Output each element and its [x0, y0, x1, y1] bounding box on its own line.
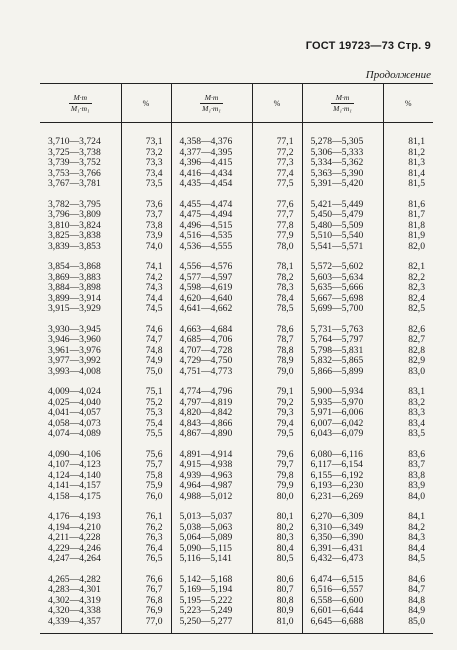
ratio-range-cell: 3,810—3,824 — [48, 219, 101, 231]
ratio-denominator: M₁·m₁ — [333, 103, 352, 113]
percent-cell: 84,6 — [383, 565, 433, 586]
table-header-row — [40, 84, 433, 123]
ratio-range-cell: 5,935—5,970 — [302, 398, 383, 409]
percent-cell: 74,8 — [121, 346, 171, 357]
percent-cell: 79,2 — [252, 398, 302, 409]
ratio-range-cell: 6,391—6,431 — [302, 544, 383, 555]
continuation-label: Продолжение — [365, 69, 431, 81]
percent-cell: 73,8 — [121, 221, 171, 232]
percent-cell: 83,2 — [383, 398, 433, 409]
table-row — [40, 356, 433, 367]
percent-cell: 81,1 — [383, 123, 433, 148]
ratio-range-cell: 4,435—4,454 — [171, 179, 252, 190]
percent-cell: 74,2 — [121, 273, 171, 284]
table-row — [40, 179, 433, 190]
ratio-range-cell: 5,306—5,333 — [302, 148, 383, 159]
ratio-range-cell: 3,884—3,898 — [48, 282, 101, 293]
ratio-range-cell: 6,043—6,079 — [302, 429, 383, 440]
table-row — [40, 377, 433, 398]
ratio-range-cell: 4,247—4,264 — [48, 553, 101, 564]
percent-cell: 82,0 — [383, 242, 433, 253]
table-row — [40, 481, 433, 492]
ratio-range-cell: 5,832—5,865 — [302, 356, 383, 367]
ratio-range-cell: 4,265—4,282 — [48, 573, 101, 585]
ratio-range-cell: 4,516—4,535 — [171, 231, 252, 242]
ratio-range-cell: 4,820—4,842 — [171, 408, 252, 419]
table-body — [40, 123, 433, 634]
percent-cell: 82,1 — [383, 252, 433, 273]
ratio-range-cell: 5,090—5,115 — [171, 544, 252, 555]
table-row — [40, 585, 433, 596]
ratio-range-cell: 4,939—4,963 — [171, 471, 252, 482]
percent-cell: 81,3 — [383, 158, 433, 169]
ratio-range-cell: 4,107—4,123 — [48, 459, 101, 470]
percent-cell: 77,6 — [252, 190, 302, 211]
ratio-range-cell: 5,169—5,194 — [171, 585, 252, 596]
conversion-table — [40, 83, 433, 634]
percent-cell: 76,2 — [121, 523, 171, 534]
ratio-range-cell: 5,900—5,934 — [302, 377, 383, 398]
percent-cell: 84,4 — [383, 544, 433, 555]
ratio-range-cell: 5,572—5,602 — [302, 252, 383, 273]
table-row — [40, 315, 433, 336]
ratio-range-cell: 3,825—3,838 — [48, 230, 101, 241]
percent-cell: 74,4 — [121, 294, 171, 305]
ratio-range-cell: 4,774—4,796 — [171, 377, 252, 398]
ratio-range-cell: 6,117—6,154 — [302, 460, 383, 471]
percent-cell: 76,6 — [121, 565, 171, 586]
percent-cell: 84,9 — [383, 606, 433, 617]
percent-cell: 84,1 — [383, 502, 433, 523]
ratio-range-cell: 5,480—5,509 — [302, 221, 383, 232]
ratio-range-cell: 3,710—3,724 — [48, 136, 101, 147]
percent-cell: 76,5 — [121, 554, 171, 565]
percent-cell: 83,7 — [383, 460, 433, 471]
ratio-range-cell: 5,541—5,571 — [302, 242, 383, 253]
ratio-range-cell: 5,510—5,540 — [302, 231, 383, 242]
ratio-range-cell: 4,598—4,619 — [171, 283, 252, 294]
ratio-range-cell: 4,302—4,319 — [48, 594, 101, 606]
ratio-range-cell: 4,377—4,395 — [171, 148, 252, 159]
percent-cell: 77,8 — [252, 221, 302, 232]
percent-column-header: % — [121, 84, 171, 123]
percent-cell: 83,8 — [383, 471, 433, 482]
percent-cell: 80,1 — [252, 502, 302, 523]
table-row — [40, 210, 433, 221]
percent-cell: 78,1 — [252, 252, 302, 273]
ratio-range-cell: 3,993—4,008 — [48, 365, 101, 377]
ratio-range-cell: 4,090—4,106 — [48, 448, 101, 460]
ratio-range-cell: 5,667—5,698 — [302, 294, 383, 305]
ratio-range-cell: 4,211—4,228 — [48, 532, 101, 543]
table-row — [40, 304, 433, 315]
percent-cell: 75,4 — [121, 419, 171, 430]
percent-cell: 77,2 — [252, 148, 302, 159]
percent-cell: 80,8 — [252, 596, 302, 607]
percent-cell: 84,5 — [383, 554, 433, 565]
percent-cell: 81,8 — [383, 221, 433, 232]
ratio-range-cell: 4,025—4,040 — [48, 396, 101, 408]
ratio-range-cell: 4,915—4,938 — [171, 460, 252, 471]
percent-cell: 79,3 — [252, 408, 302, 419]
percent-cell: 76,0 — [121, 492, 171, 503]
percent-cell: 82,2 — [383, 273, 433, 284]
percent-cell: 79,6 — [252, 440, 302, 461]
percent-cell: 77,7 — [252, 210, 302, 221]
percent-cell: 73,4 — [121, 169, 171, 180]
ratio-range-cell: 3,725—3,738 — [48, 146, 101, 158]
ratio-range-cell: 6,516—6,557 — [302, 585, 383, 596]
percent-cell: 82,9 — [383, 356, 433, 367]
ratio-range-cell: 3,899—3,914 — [48, 292, 101, 304]
ratio-range-cell: 4,396—4,415 — [171, 158, 252, 169]
ratio-range-cell: 4,556—4,576 — [171, 252, 252, 273]
percent-cell: 75,7 — [121, 460, 171, 471]
percent-cell: 75,5 — [121, 429, 171, 440]
percent-cell: 83,5 — [383, 429, 433, 440]
ratio-range-cell: 6,558—6,600 — [302, 596, 383, 607]
percent-cell: 75,8 — [121, 471, 171, 482]
ratio-range-cell: 4,663—4,684 — [171, 315, 252, 336]
percent-cell: 73,6 — [121, 190, 171, 211]
percent-cell: 84,3 — [383, 533, 433, 544]
percent-cell: 74,7 — [121, 335, 171, 346]
ratio-range-cell: 5,064—5,089 — [171, 533, 252, 544]
percent-cell: 83,0 — [383, 367, 433, 378]
percent-cell: 80,0 — [252, 492, 302, 503]
ratio-range-cell: 4,158—4,175 — [48, 490, 101, 502]
ratio-numerator: M·m — [200, 93, 223, 104]
percent-cell: 82,6 — [383, 315, 433, 336]
percent-cell: 74,6 — [121, 315, 171, 336]
ratio-range-cell: 4,685—4,706 — [171, 335, 252, 346]
percent-cell: 78,0 — [252, 242, 302, 253]
percent-cell: 73,9 — [121, 231, 171, 242]
ratio-range-cell: 6,350—6,390 — [302, 533, 383, 544]
percent-cell: 78,8 — [252, 346, 302, 357]
percent-cell: 81,7 — [383, 210, 433, 221]
percent-cell: 80,9 — [252, 606, 302, 617]
ratio-range-cell: 6,310—6,349 — [302, 523, 383, 534]
table-row — [40, 158, 433, 169]
ratio-range-cell: 3,946—3,960 — [48, 334, 101, 345]
ratio-range-cell: 3,796—3,809 — [48, 209, 101, 220]
percent-cell: 80,2 — [252, 523, 302, 534]
ratio-range-cell: 3,854—3,868 — [48, 261, 101, 272]
percent-cell: 76,8 — [121, 596, 171, 607]
ratio-range-cell: 5,421—5,449 — [302, 190, 383, 211]
ratio-range-cell: 4,577—4,597 — [171, 273, 252, 284]
ratio-range-cell: 4,797—4,819 — [171, 398, 252, 409]
ratio-range-cell: 5,731—5,763 — [302, 315, 383, 336]
percent-cell: 76,3 — [121, 533, 171, 544]
percent-cell: 73,3 — [121, 158, 171, 169]
table-row — [40, 335, 433, 346]
ratio-range-cell: 6,007—6,042 — [302, 419, 383, 430]
ratio-range-cell: 3,869—3,883 — [48, 271, 101, 283]
percent-cell: 85,0 — [383, 617, 433, 634]
percent-cell: 76,7 — [121, 585, 171, 596]
percent-cell: 77,5 — [252, 179, 302, 190]
percent-cell: 83,4 — [383, 419, 433, 430]
percent-cell: 81,0 — [252, 617, 302, 634]
table-row — [40, 460, 433, 471]
percent-column-header: % — [252, 84, 302, 123]
percent-cell: 81,2 — [383, 148, 433, 159]
percent-cell: 78,3 — [252, 283, 302, 294]
ratio-range-cell: 3,930—3,945 — [48, 323, 101, 335]
ratio-range-cell: 4,058—4,073 — [48, 417, 101, 429]
ratio-range-cell: 4,141—4,157 — [48, 480, 101, 491]
ratio-range-cell: 3,753—3,766 — [48, 167, 101, 179]
ratio-range-cell: 3,839—3,853 — [48, 240, 101, 252]
percent-cell: 76,9 — [121, 606, 171, 617]
ratio-range-cell: 6,270—6,309 — [302, 502, 383, 523]
percent-cell: 83,9 — [383, 481, 433, 492]
ratio-range-cell: 4,475—4,494 — [171, 210, 252, 221]
ratio-column-header — [40, 84, 121, 123]
ratio-range-cell: 6,155—6,192 — [302, 471, 383, 482]
ratio-numerator: M·m — [69, 93, 92, 104]
percent-cell: 77,4 — [252, 169, 302, 180]
percent-cell: 81,6 — [383, 190, 433, 211]
ratio-range-cell: 4,867—4,890 — [171, 429, 252, 440]
percent-cell: 82,3 — [383, 283, 433, 294]
ratio-range-cell: 6,645—6,688 — [302, 617, 383, 634]
percent-cell: 80,6 — [252, 565, 302, 586]
percent-cell: 77,0 — [121, 617, 171, 634]
ratio-range-cell: 5,278—5,305 — [302, 123, 383, 148]
ratio-numerator: M·m — [331, 93, 354, 104]
ratio-range-cell: 5,391—5,420 — [302, 179, 383, 190]
ratio-range-cell: 4,751—4,773 — [171, 367, 252, 378]
percent-cell: 84,7 — [383, 585, 433, 596]
percent-cell: 73,2 — [121, 148, 171, 159]
table-row — [40, 252, 433, 273]
percent-cell: 74,1 — [121, 252, 171, 273]
ratio-range-cell: 4,641—4,662 — [171, 304, 252, 315]
percent-cell: 79,5 — [252, 429, 302, 440]
table-row — [40, 554, 433, 565]
percent-cell: 75,3 — [121, 408, 171, 419]
table-row — [40, 231, 433, 242]
percent-cell: 83,6 — [383, 440, 433, 461]
percent-cell: 84,2 — [383, 523, 433, 534]
percent-cell: 73,1 — [121, 123, 171, 148]
percent-cell: 74,0 — [121, 242, 171, 253]
table-row — [40, 565, 433, 586]
percent-cell: 84,8 — [383, 596, 433, 607]
percent-cell: 79,1 — [252, 377, 302, 398]
ratio-range-cell: 4,339—4,357 — [40, 617, 121, 634]
ratio-range-cell: 4,229—4,246 — [48, 542, 101, 554]
ratio-range-cell: 3,961—3,976 — [48, 344, 101, 356]
percent-cell: 81,4 — [383, 169, 433, 180]
table-row — [40, 606, 433, 617]
table-row — [40, 408, 433, 419]
ratio-range-cell: 4,536—4,555 — [171, 242, 252, 253]
percent-cell: 81,9 — [383, 231, 433, 242]
table-row — [40, 429, 433, 440]
percent-cell: 74,3 — [121, 283, 171, 294]
ratio-range-cell: 4,176—4,193 — [48, 511, 101, 522]
table-row — [40, 533, 433, 544]
percent-cell: 76,4 — [121, 544, 171, 555]
percent-cell: 81,5 — [383, 179, 433, 190]
percent-cell: 79,0 — [252, 367, 302, 378]
ratio-range-cell: 6,474—6,515 — [302, 565, 383, 586]
percent-cell: 74,5 — [121, 304, 171, 315]
ratio-range-cell: 4,707—4,728 — [171, 346, 252, 357]
percent-column-header: % — [383, 84, 433, 123]
ratio-column-header — [171, 84, 252, 123]
ratio-range-cell: 3,915—3,929 — [48, 303, 101, 314]
percent-cell: 83,1 — [383, 377, 433, 398]
ratio-range-cell: 4,988—5,012 — [171, 492, 252, 503]
percent-cell: 73,7 — [121, 210, 171, 221]
page-header: ГОСТ 19723—73 Стр. 9 — [305, 40, 431, 52]
ratio-range-cell: 4,358—4,376 — [171, 123, 252, 148]
table-row — [40, 617, 433, 634]
percent-cell: 82,7 — [383, 335, 433, 346]
ratio-range-cell: 4,620—4,640 — [171, 294, 252, 305]
ratio-range-cell: 5,971—6,006 — [302, 408, 383, 419]
table-row — [40, 440, 433, 461]
percent-cell: 78,6 — [252, 315, 302, 336]
ratio-range-cell: 3,977—3,992 — [48, 355, 101, 366]
ratio-range-cell: 4,416—4,434 — [171, 169, 252, 180]
ratio-range-cell: 4,194—4,210 — [48, 521, 101, 533]
ratio-range-cell: 5,250—5,277 — [171, 617, 252, 634]
ratio-range-cell: 4,891—4,914 — [171, 440, 252, 461]
ratio-range-cell: 5,195—5,222 — [171, 596, 252, 607]
ratio-range-cell: 5,363—5,390 — [302, 169, 383, 180]
ratio-range-cell: 5,798—5,831 — [302, 346, 383, 357]
percent-cell: 74,9 — [121, 356, 171, 367]
percent-cell: 80,3 — [252, 533, 302, 544]
percent-cell: 79,9 — [252, 481, 302, 492]
ratio-range-cell: 5,013—5,037 — [171, 502, 252, 523]
percent-cell: 79,4 — [252, 419, 302, 430]
percent-cell: 75,9 — [121, 481, 171, 492]
ratio-range-cell: 4,074—4,089 — [48, 428, 101, 439]
table-row — [40, 242, 433, 253]
ratio-range-cell: 6,231—6,269 — [302, 492, 383, 503]
percent-cell: 75,1 — [121, 377, 171, 398]
ratio-range-cell: 4,320—4,338 — [48, 605, 101, 616]
percent-cell: 82,5 — [383, 304, 433, 315]
ratio-range-cell: 6,080—6,116 — [302, 440, 383, 461]
percent-cell: 77,9 — [252, 231, 302, 242]
percent-cell: 79,7 — [252, 460, 302, 471]
percent-cell: 79,8 — [252, 471, 302, 482]
ratio-range-cell: 6,193—6,230 — [302, 481, 383, 492]
ratio-range-cell: 4,496—4,515 — [171, 221, 252, 232]
ratio-range-cell: 5,038—5,063 — [171, 523, 252, 534]
ratio-range-cell: 5,334—5,362 — [302, 158, 383, 169]
ratio-range-cell: 4,283—4,301 — [48, 584, 101, 595]
percent-cell: 83,3 — [383, 408, 433, 419]
percent-cell: 82,8 — [383, 346, 433, 357]
ratio-denominator: M₁·m₁ — [202, 103, 221, 113]
ratio-range-cell: 5,450—5,479 — [302, 210, 383, 221]
ratio-range-cell: 5,116—5,141 — [171, 554, 252, 565]
ratio-range-cell: 3,782—3,795 — [48, 198, 101, 210]
ratio-range-cell: 5,142—5,168 — [171, 565, 252, 586]
percent-cell: 78,5 — [252, 304, 302, 315]
ratio-range-cell: 5,603—5,634 — [302, 273, 383, 284]
percent-cell: 75,0 — [121, 367, 171, 378]
ratio-range-cell: 4,455—4,474 — [171, 190, 252, 211]
ratio-range-cell: 6,432—6,473 — [302, 554, 383, 565]
ratio-range-cell: 3,767—3,781 — [48, 178, 101, 189]
table-row — [40, 367, 433, 378]
percent-cell: 82,4 — [383, 294, 433, 305]
ratio-range-cell: 5,866—5,899 — [302, 367, 383, 378]
ratio-range-cell: 5,699—5,700 — [302, 304, 383, 315]
table-row — [40, 190, 433, 211]
percent-cell: 76,1 — [121, 502, 171, 523]
percent-cell: 84,0 — [383, 492, 433, 503]
ratio-range-cell: 5,764—5,797 — [302, 335, 383, 346]
table-row — [40, 283, 433, 294]
percent-cell: 78,9 — [252, 356, 302, 367]
percent-cell: 80,4 — [252, 544, 302, 555]
percent-cell: 80,7 — [252, 585, 302, 596]
ratio-range-cell: 4,964—4,987 — [171, 481, 252, 492]
ratio-range-cell: 4,124—4,140 — [48, 469, 101, 481]
percent-cell: 73,5 — [121, 179, 171, 190]
percent-cell: 78,2 — [252, 273, 302, 284]
ratio-range-cell: 5,223—5,249 — [171, 606, 252, 617]
ratio-range-cell: 4,843—4,866 — [171, 419, 252, 430]
ratio-range-cell: 4,009—4,024 — [48, 386, 101, 397]
ratio-denominator: M₁·m₁ — [70, 103, 90, 113]
table-row — [40, 123, 433, 148]
percent-cell: 80,5 — [252, 554, 302, 565]
ratio-range-cell: 6,601—6,644 — [302, 606, 383, 617]
percent-cell: 75,6 — [121, 440, 171, 461]
percent-cell: 77,3 — [252, 158, 302, 169]
table-row — [40, 492, 433, 503]
percent-cell: 78,7 — [252, 335, 302, 346]
ratio-range-cell: 3,739—3,752 — [48, 157, 101, 168]
percent-cell: 78,4 — [252, 294, 302, 305]
ratio-range-cell: 4,041—4,057 — [48, 407, 101, 418]
percent-cell: 77,1 — [252, 123, 302, 148]
ratio-column-header — [302, 84, 383, 123]
table-row — [40, 502, 433, 523]
percent-cell: 75,2 — [121, 398, 171, 409]
ratio-range-cell: 4,729—4,750 — [171, 356, 252, 367]
ratio-range-cell: 5,635—5,666 — [302, 283, 383, 294]
